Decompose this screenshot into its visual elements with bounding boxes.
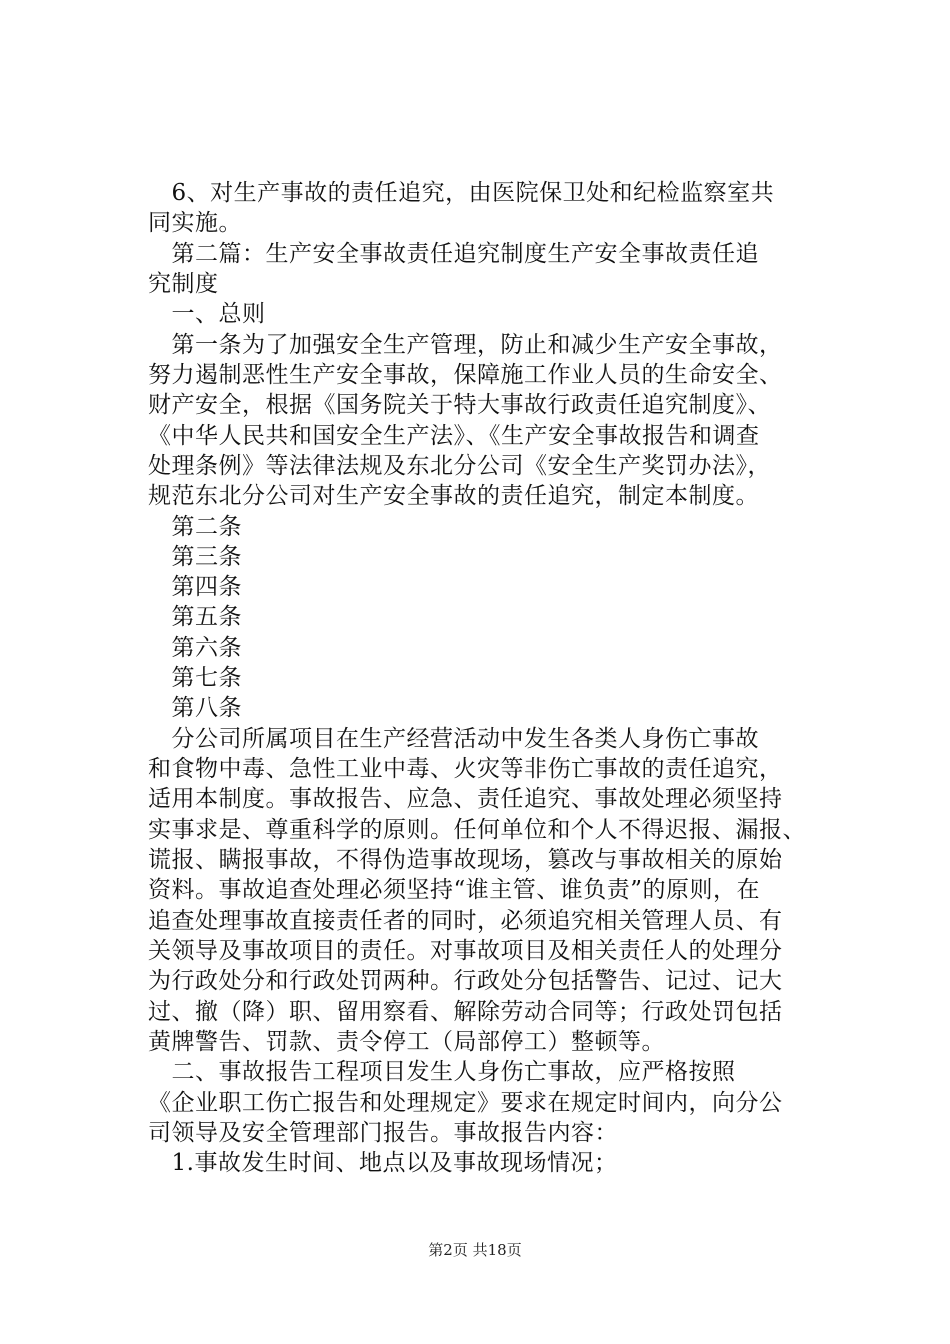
article-heading: 第四条 [148, 574, 242, 600]
text-line: 规范东北分公司对生产安全事故的责任追究，制定本制度。 [148, 483, 759, 509]
text-line: 过、撤（降）职、留用察看、解除劳动合同等；行政处罚包括 [148, 999, 783, 1025]
text-line: 实事求是、尊重科学的原则。任何单位和个人不得迟报、漏报、 [148, 817, 806, 843]
article-heading: 第八条 [148, 695, 242, 721]
section-heading: 一、总则 [148, 301, 266, 327]
text-line: 6、对生产事故的责任追究，由医院保卫处和纪检监察室共 [148, 180, 775, 206]
page-number-footer: 第2页 共18页 [428, 1241, 522, 1259]
text-line: 适用本制度。事故报告、应急、责任追究、事故处理必须坚持 [148, 786, 783, 812]
text-line: 处理条例》等法律法规及东北分公司《安全生产奖罚办法》， [148, 453, 771, 479]
text-line: 资料。事故追查处理必须坚持“谁主管、谁负责”的原则，在 [148, 877, 761, 903]
text-line: 同实施。 [148, 210, 242, 236]
text-line: 和食物中毒、急性工业中毒、火灾等非伤亡事故的责任追究， [148, 756, 783, 782]
article-heading: 第二条 [148, 514, 242, 540]
article-heading: 第六条 [148, 635, 242, 661]
text-line: 司领导及安全管理部门报告。事故报告内容： [148, 1120, 618, 1146]
text-line: 谎报、瞒报事故，不得伪造事故现场，篡改与事故相关的原始 [148, 847, 783, 873]
text-line: 努力遏制恶性生产安全事故，保障施工作业人员的生命安全、 [148, 362, 783, 388]
text-line: 追查处理事故直接责任者的同时，必须追究相关管理人员、有 [148, 908, 783, 934]
section-heading: 二、事故报告工程项目发生人身伤亡事故，应严格按照 [148, 1059, 736, 1085]
text-line: 分公司所属项目在生产经营活动中发生各类人身伤亡事故 [148, 726, 759, 752]
article-heading: 第五条 [148, 604, 242, 630]
text-line: 财产安全，根据《国务院关于特大事故行政责任追究制度》、 [148, 392, 771, 418]
article-heading: 第三条 [148, 544, 242, 570]
text-line: 关领导及事故项目的责任。对事故项目及相关责任人的处理分 [148, 938, 783, 964]
text-line: 《企业职工伤亡报告和处理规定》要求在规定时间内，向分公 [148, 1090, 783, 1116]
text-line: 黄牌警告、罚款、责令停工（局部停工）整顿等。 [148, 1029, 665, 1055]
text-line: 《中华人民共和国安全生产法》、《生产安全事故报告和调查 [148, 423, 760, 449]
list-item: 1.事故发生时间、地点以及事故现场情况； [148, 1150, 618, 1176]
text-line: 为行政处分和行政处罚两种。行政处分包括警告、记过、记大 [148, 968, 783, 994]
text-line: 第一条为了加强安全生产管理，防止和减少生产安全事故， [148, 332, 783, 358]
text-line: 第二篇：生产安全事故责任追究制度生产安全事故责任追 [148, 241, 759, 267]
article-heading: 第七条 [148, 665, 242, 691]
text-line: 究制度 [148, 271, 219, 297]
